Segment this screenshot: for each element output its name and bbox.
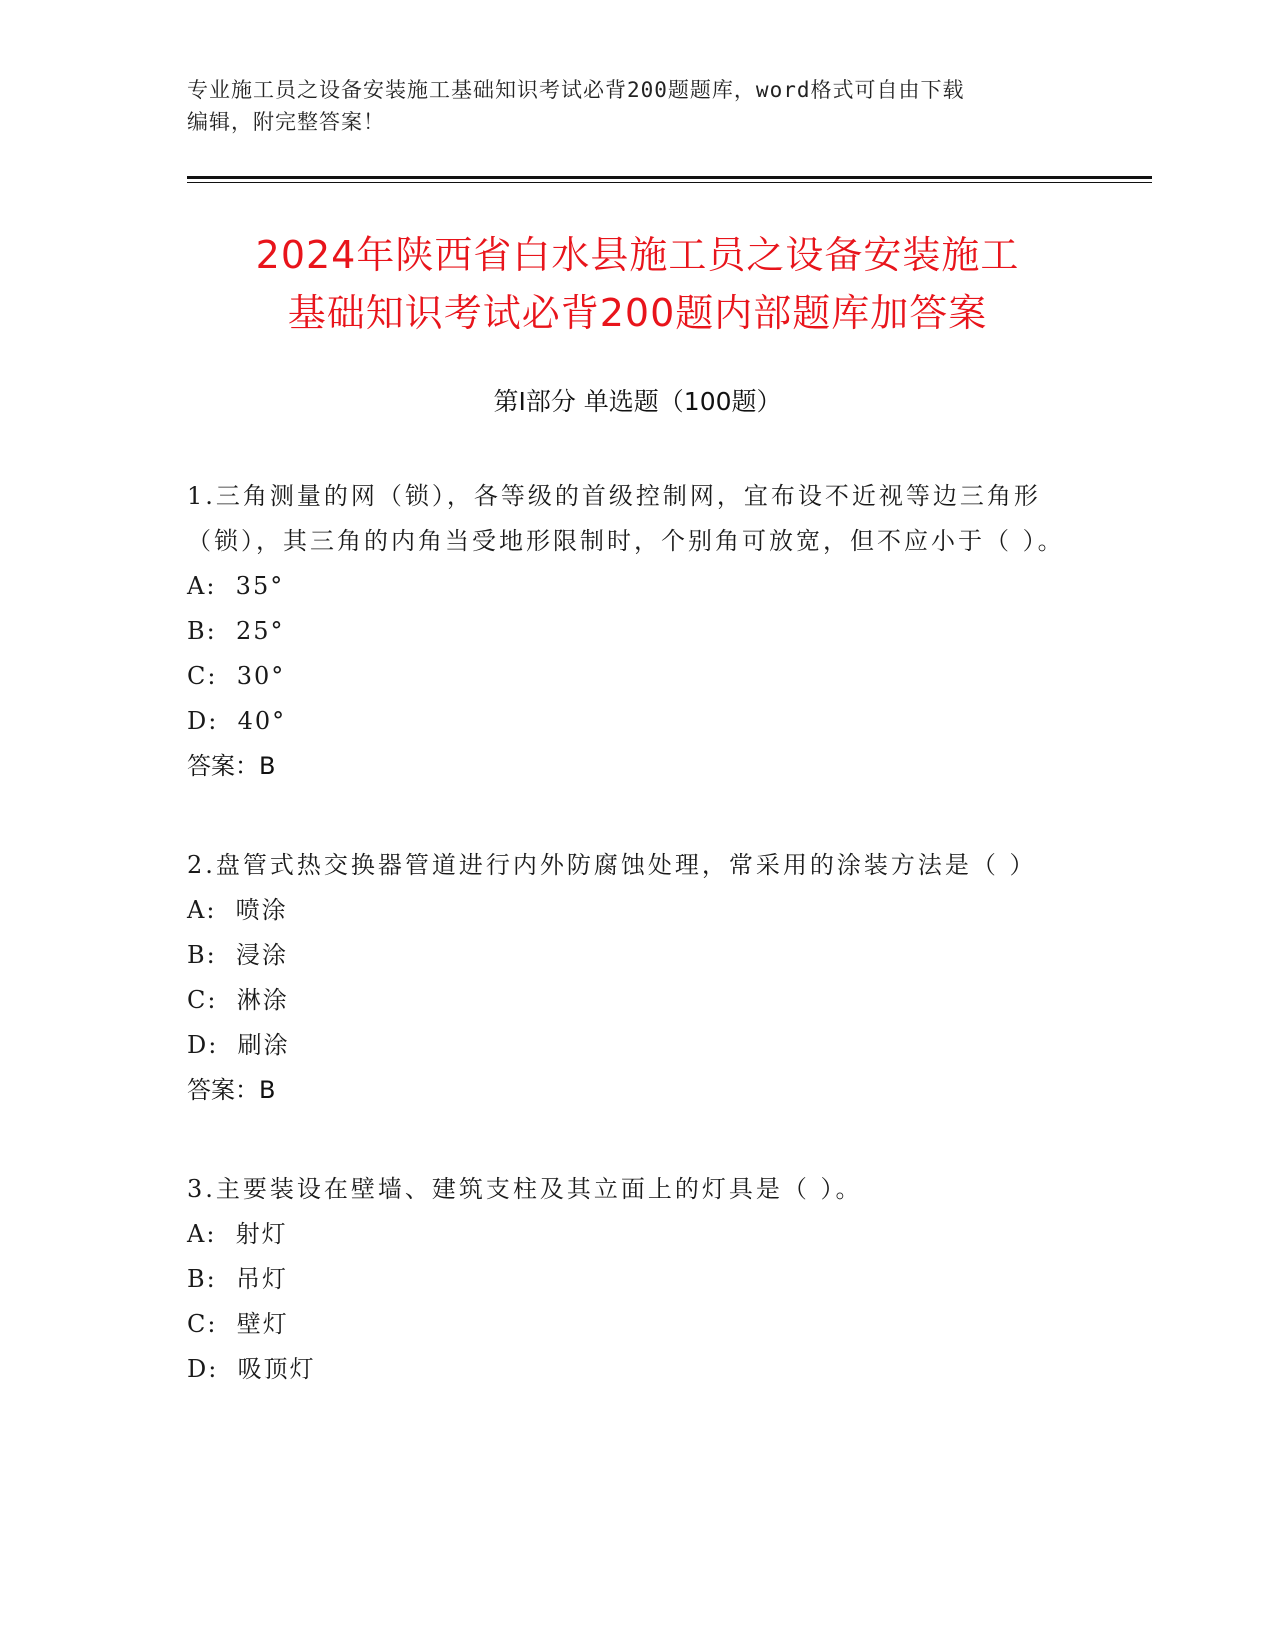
question-list: [187, 474, 1067, 1446]
question-text: 2.盘管式热交换器管道进行内外防腐蚀处理，常采用的涂装方法是（ ）: [187, 851, 1037, 879]
answer-line: 答案：B: [187, 1076, 276, 1104]
question-text: 3.主要装设在壁墙、建筑支柱及其立面上的灯具是（ ）。: [187, 1175, 863, 1203]
option-a: A: 喷涂: [187, 896, 288, 924]
option-c: C: 壁灯: [187, 1310, 289, 1338]
option-b: B: 吊灯: [187, 1265, 288, 1293]
document-title-line-2: 基础知识考试必背200题内部题库加答案: [287, 291, 988, 335]
document-title-line-1: 2024年陕西省白水县施工员之设备安装施工: [255, 233, 1020, 277]
header-note-line-1: 专业施工员之设备安装施工基础知识考试必背200题题库，word格式可自由下载: [187, 78, 965, 102]
question-2: [187, 843, 1067, 1113]
header-divider-thin: [187, 182, 1152, 183]
answer-line: 答案：B: [187, 752, 276, 780]
option-a: A: 35°: [187, 572, 285, 600]
option-c: C: 淋涂: [187, 986, 289, 1014]
question-text: 1.三角测量的网（锁），各等级的首级控制网，宜布设不近视等边三角形（锁），其三角的内角当受地形限制时，个别角可放宽，但不应小于（ ）。: [187, 482, 1065, 555]
option-c: C: 30°: [187, 662, 286, 690]
question-1: [187, 474, 1067, 789]
option-a: A: 射灯: [187, 1220, 288, 1248]
option-d: D: 刷涂: [187, 1031, 290, 1059]
option-d: D: 吸顶灯: [187, 1355, 316, 1383]
option-d: D: 40°: [187, 707, 287, 735]
document-title: [150, 226, 1125, 342]
option-b: B: 浸涂: [187, 941, 288, 969]
header-note: [187, 74, 1087, 138]
header-divider-thick: [187, 176, 1152, 179]
header-note-line-2: 编辑，附完整答案！: [187, 110, 385, 134]
section-heading: 第Ⅰ部分 单选题（100题）: [493, 387, 782, 416]
question-3: [187, 1167, 1067, 1392]
option-b: B: 25°: [187, 617, 285, 645]
